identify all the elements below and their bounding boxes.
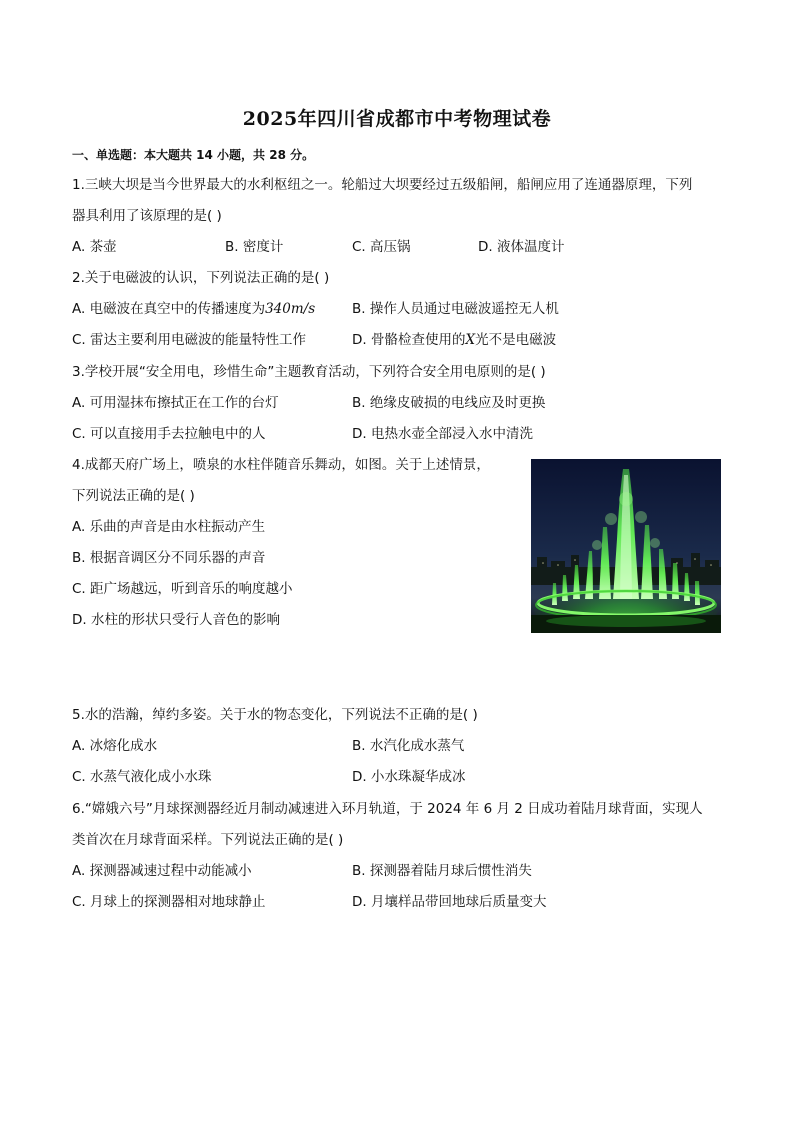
q6-stem-line2: 类首次在月球背面采样。下列说法正确的是( ) <box>72 832 344 848</box>
q1-option-d: D. 液体温度计 <box>478 239 565 255</box>
q2-option-a-text: A. 电磁波在真空中的传播速度为 <box>72 301 266 317</box>
q1-stem-line1: 1.三峡大坝是当今世界最大的水利枢纽之一。轮船过大坝要经过五级船闸，船闸应用了连通器原理，下列 <box>72 177 693 193</box>
q1-option-b: B. 密度计 <box>225 239 284 255</box>
q2-option-b: B. 操作人员通过电磁波遥控无人机 <box>352 301 559 317</box>
section-header: 一、单选题：本大题共 14 小题，共 28 分。 <box>72 148 315 162</box>
q5-option-d: D. 小水珠凝华成冰 <box>352 769 466 785</box>
q4-option-d: D. 水柱的形状只受行人音色的影响 <box>72 612 280 628</box>
q1-stem-line2: 器具利用了该原理的是( ) <box>72 208 222 224</box>
q2-stem: 2.关于电磁波的认识，下列说法正确的是( ) <box>72 270 330 286</box>
q3-option-d: D. 电热水壶全部浸入水中清洗 <box>352 426 533 442</box>
q3-stem: 3.学校开展“安全用电，珍惜生命”主题教育活动，下列符合安全用电原则的是( ) <box>72 364 546 380</box>
q4-stem-line2: 下列说法正确的是( ) <box>72 488 195 504</box>
q4-option-b: B. 根据音调区分不同乐器的声音 <box>72 550 266 566</box>
q6-option-d: D. 月壤样品带回地球后质量变大 <box>352 894 547 910</box>
q2-option-d <box>352 330 556 350</box>
q5-option-b: B. 水汽化成水蒸气 <box>352 738 465 754</box>
q3-option-a: A. 可用湿抹布擦拭正在工作的台灯 <box>72 395 279 411</box>
q3-option-c: C. 可以直接用手去拉触电中的人 <box>72 426 266 442</box>
q6-option-b: B. 探测器着陆月球后惯性消失 <box>352 863 532 879</box>
q6-stem-line1: 6.“嫦娥六号”月球探测器经近月制动减速进入环月轨道，于 2024 年 6 月 2 日成功着陆月球背面，实现人 <box>72 801 703 817</box>
q1-option-c: C. 高压锅 <box>352 239 411 255</box>
q5-option-a: A. 冰熔化成水 <box>72 738 158 754</box>
fountain-photo <box>531 459 721 633</box>
q2-option-c: C. 雷达主要利用电磁波的能量特性工作 <box>72 332 307 348</box>
q3-option-b: B. 绝缘皮破损的电线应及时更换 <box>352 395 546 411</box>
q1-option-a: A. 茶壶 <box>72 239 117 255</box>
q4-option-c: C. 距广场越远，听到音乐的响度越小 <box>72 581 293 597</box>
q2-option-a <box>72 299 315 319</box>
q2-option-d-text-pre: D. 骨骼检查使用的 <box>352 332 466 348</box>
q2-option-d-text-post: 光不是电磁波 <box>475 332 557 348</box>
q4-stem-line1: 4.成都天府广场上，喷泉的水柱伴随音乐舞动，如图。关于上述情景， <box>72 457 490 473</box>
q6-option-a: A. 探测器减速过程中动能减小 <box>72 863 252 879</box>
q2-option-a-value: 340m/s <box>265 301 316 317</box>
q5-stem: 5.水的浩瀚，绰约多姿。关于水的物态变化，下列说法不正确的是( ) <box>72 707 478 723</box>
q5-option-c: C. 水蒸气液化成小水珠 <box>72 769 212 785</box>
q6-option-c: C. 月球上的探测器相对地球静止 <box>72 894 266 910</box>
page-title: 2025年四川省成都市中考物理试卷 <box>242 108 552 130</box>
q2-option-d-variable: X <box>465 332 476 348</box>
q4-option-a: A. 乐曲的声音是由水柱振动产生 <box>72 519 266 535</box>
